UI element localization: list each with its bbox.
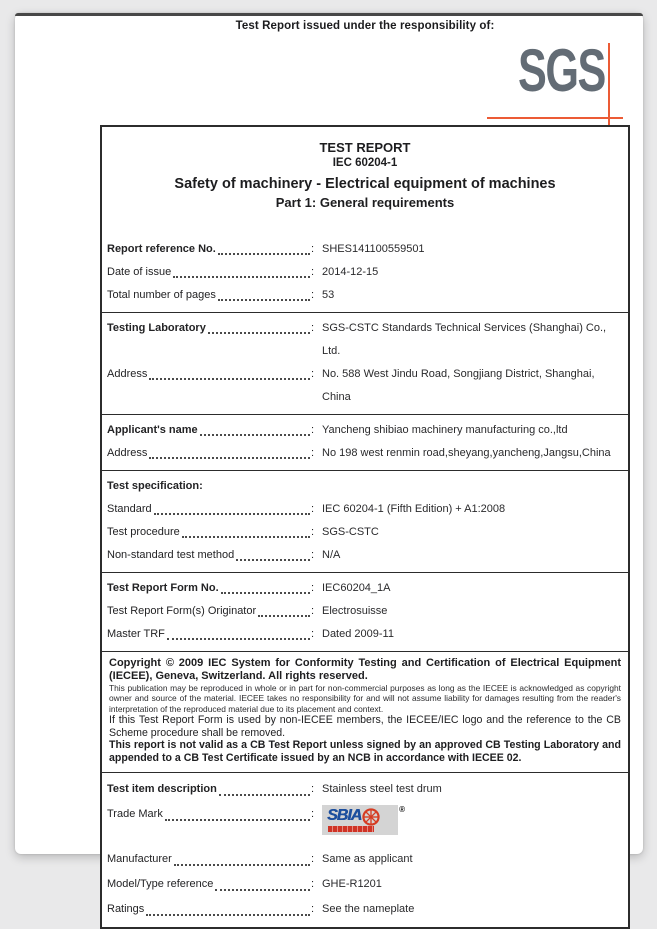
- field-row: [102, 261, 628, 284]
- dotted-leader: [146, 914, 310, 916]
- field-value: SGS-CSTC Standards Technical Services (Shanghai) Co., Ltd.: [322, 322, 607, 357]
- field-row: [102, 475, 628, 498]
- field-label: Model/Type reference: [107, 877, 214, 890]
- dotted-leader: [165, 819, 310, 821]
- field-label: Date of issue: [107, 266, 172, 278]
- dotted-leader: [221, 592, 310, 594]
- field-label: Test item description: [107, 782, 217, 795]
- field-label-cell: [107, 284, 314, 307]
- colon: :: [310, 368, 314, 380]
- dotted-leader: [219, 794, 310, 796]
- dotted-leader: [208, 332, 310, 334]
- colon: :: [310, 266, 314, 278]
- field-value: No 198 west renmin road,sheyang,yancheng,Jangsu,China: [322, 447, 611, 459]
- field-row: [102, 544, 628, 567]
- field-label: Total number of pages: [107, 289, 216, 301]
- field-value: IEC60204_1A: [322, 582, 391, 594]
- sgs-logo-vertical-line: [608, 43, 610, 133]
- field-label: Ratings: [107, 902, 145, 915]
- dotted-leader: [218, 299, 310, 301]
- dotted-leader: [215, 889, 310, 891]
- dotted-leader: [149, 378, 310, 380]
- standard-name: Safety of machinery - Electrical equipment of machines: [174, 176, 556, 192]
- field-label-cell: [107, 847, 314, 872]
- copyright-block: [102, 651, 628, 772]
- field-label-cell: [107, 317, 314, 340]
- field-label-cell: [107, 777, 314, 802]
- field-row: [102, 600, 628, 623]
- field-value: SHES141100559501: [322, 243, 425, 255]
- field-value: IEC 60204-1 (Fifth Edition) + A1:2008: [322, 503, 506, 515]
- field-group: [102, 772, 628, 927]
- colon: :: [310, 243, 314, 255]
- field-label-cell: [107, 442, 314, 465]
- colon: :: [310, 289, 314, 301]
- field-row: [102, 317, 628, 363]
- field-label-cell: [107, 802, 314, 827]
- field-label-cell: [107, 623, 314, 646]
- field-value: SGS-CSTC: [322, 526, 379, 538]
- dotted-leader: [154, 513, 310, 515]
- sgs-logo-text: SGS: [518, 37, 605, 104]
- field-label-cell: [107, 521, 314, 544]
- field-row: [102, 498, 628, 521]
- dotted-leader: [200, 434, 310, 436]
- colon: :: [310, 447, 314, 459]
- colon: :: [310, 503, 314, 515]
- wheel-icon: [362, 808, 380, 826]
- copyright-paragraph: This report is not valid as a CB Test Report unless signed by an approved CB Testing Laboratory and appended to a CB Test Certificate issued by an NCB in accordance with IECEE 02.: [109, 739, 621, 765]
- field-value: See the nameplate: [322, 902, 415, 915]
- field-label-cell: [107, 544, 314, 567]
- field-label: Address: [107, 368, 148, 380]
- field-label-cell: [107, 261, 314, 284]
- field-row: [102, 802, 628, 835]
- field-row: [102, 577, 628, 600]
- field-label-cell: [107, 238, 314, 261]
- colon: :: [310, 526, 314, 538]
- dotted-leader: [167, 638, 310, 640]
- dotted-leader: [149, 457, 310, 459]
- field-value: No. 588 West Jindu Road, Songjiang District, Shanghai, China: [322, 368, 595, 403]
- colon: :: [310, 782, 314, 795]
- field-row: [102, 897, 628, 922]
- standard-number: IEC 60204-1: [332, 157, 398, 169]
- colon: :: [310, 322, 314, 334]
- field-group: [102, 470, 628, 572]
- field-row: [102, 284, 628, 307]
- field-label-cell: [107, 872, 314, 897]
- field-value: Yancheng shibiao machinery manufacturing co.,ltd: [322, 424, 568, 436]
- colon: :: [310, 852, 314, 865]
- field-label: Non-standard test method: [107, 549, 235, 561]
- field-label: Testing Laboratory: [107, 322, 206, 334]
- title-block: [102, 127, 628, 234]
- field-label-cell: [107, 363, 314, 386]
- field-value: Stainless steel test drum: [322, 782, 442, 795]
- colon: :: [310, 877, 314, 890]
- field-row: [102, 521, 628, 544]
- field-row: [102, 238, 628, 261]
- field-row: [102, 872, 628, 897]
- field-row: [102, 777, 628, 802]
- field-label: Test specification: [107, 480, 200, 492]
- field-group: [102, 572, 628, 651]
- field-label-cell: [107, 498, 314, 521]
- copyright-paragraph: This publication may be reproduced in whole or in part for non-commercial purposes as long as the IECEE is acknowledged as copyright owner and source of the material. IECEE takes no responsibility for and will not assume liability for damages resulting from the reader's interpretation of the reproduced material due to its placement and context.: [109, 682, 621, 714]
- field-value: Dated 2009-11: [322, 628, 394, 640]
- field-label: Trade Mark: [107, 807, 163, 820]
- field-label-cell: [107, 600, 314, 623]
- field-group: [102, 234, 628, 312]
- field-label: Applicant's name: [107, 424, 198, 436]
- colon: :: [310, 424, 314, 436]
- report-title: TEST REPORT: [319, 140, 411, 155]
- trademark-main: [327, 807, 380, 826]
- sgs-logo-horizontal-line: [487, 117, 623, 119]
- field-label-cell: [107, 475, 203, 498]
- colon: :: [310, 549, 314, 561]
- field-value: 53: [322, 289, 335, 301]
- responsibility-note: Test Report issued under the responsibility of:: [235, 20, 495, 32]
- dotted-leader: [173, 276, 310, 278]
- field-label: Manufacturer: [107, 852, 172, 865]
- dotted-leader: [236, 559, 310, 561]
- field-row: [102, 419, 628, 442]
- field-label: Master TRF: [107, 628, 165, 640]
- field-label: Address: [107, 447, 148, 459]
- field-label: Test Report Form No.: [107, 582, 219, 594]
- field-group: [102, 312, 628, 414]
- field-label-cell: [107, 577, 314, 600]
- colon: :: [310, 902, 314, 915]
- field-row: [102, 847, 628, 872]
- field-row: [102, 442, 628, 465]
- field-label: Test procedure: [107, 526, 180, 538]
- copyright-paragraph: Copyright © 2009 IEC System for Conformity Testing and Certification of Electrical Equipment (IECEE), Geneva, Switzerland. All rights reserved.: [109, 657, 621, 682]
- standard-part: Part 1: General requirements: [275, 195, 455, 210]
- colon: :: [310, 628, 314, 640]
- sgs-logo: [485, 33, 643, 133]
- dotted-leader: [182, 536, 310, 538]
- field-value: N/A: [322, 549, 341, 561]
- field-label-cell: [107, 419, 314, 442]
- dotted-leader: [258, 615, 310, 617]
- document-page: [15, 13, 643, 915]
- field-label: Standard: [107, 503, 152, 515]
- trademark-text: SBIA: [327, 807, 362, 825]
- field-value: [314, 802, 623, 835]
- trademark-caption-strip: [328, 826, 374, 832]
- field-label: Test Report Form(s) Originator: [107, 605, 257, 617]
- field-group: [102, 414, 628, 470]
- registered-mark-icon: ®: [399, 804, 405, 814]
- field-row: [102, 363, 628, 409]
- copyright-paragraph: If this Test Report Form is used by non-IECEE members, the IECEE/IEC logo and the reference to the CB Scheme procedure shall be removed.: [109, 714, 621, 739]
- field-value: Same as applicant: [322, 852, 413, 865]
- field-label: Report reference No.: [107, 243, 216, 255]
- field-row: [102, 623, 628, 646]
- colon: :: [310, 605, 314, 617]
- page-top-rule: [15, 13, 643, 16]
- colon: :: [310, 582, 314, 594]
- field-label-cell: [107, 897, 314, 922]
- trademark-logo: [322, 804, 405, 835]
- field-value: GHE-R1201: [322, 877, 382, 890]
- colon: :: [199, 480, 203, 492]
- field-value: Electrosuisse: [322, 605, 388, 617]
- field-value: 2014-12-15: [322, 266, 379, 278]
- report-table: [100, 125, 630, 929]
- colon: :: [310, 807, 314, 820]
- dotted-leader: [218, 253, 310, 255]
